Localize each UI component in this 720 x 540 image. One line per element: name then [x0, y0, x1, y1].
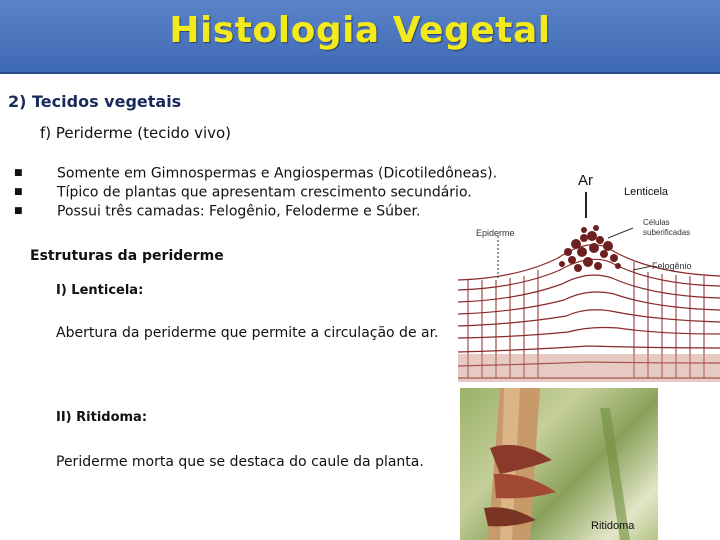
- lenticela-label: Lenticela: [624, 186, 669, 198]
- ar-label: Ar: [578, 172, 593, 189]
- lenticela-heading: I) Lenticela:: [56, 283, 144, 298]
- section-heading: 2) Tecidos vegetais: [8, 92, 182, 111]
- bullet-text: Somente em Gimnospermas e Angiospermas (Dicotiledôneas).: [57, 165, 498, 182]
- felogenio-label: Felogênio: [652, 261, 692, 271]
- ritidoma-photo: [460, 388, 658, 540]
- lenticel-micrograph: [458, 218, 720, 382]
- structures-heading: Estruturas da periderme: [30, 248, 224, 264]
- bullet-square-icon: ■: [14, 187, 23, 197]
- bullet-list: [14, 164, 497, 221]
- bullet-text: Típico de plantas que apresentam crescimento secundário.: [57, 184, 472, 201]
- bullet-square-icon: ■: [14, 168, 23, 178]
- bullet-square-icon: ■: [14, 206, 23, 216]
- bullet-item: [14, 202, 497, 221]
- ritidoma-heading: II) Ritidoma:: [56, 410, 148, 425]
- epiderme-label: Epiderme: [476, 228, 515, 238]
- bullet-item: [14, 183, 497, 202]
- lenticela-description: Abertura da periderme que permite a circulação de ar.: [56, 325, 439, 341]
- bullet-text: Possui três camadas: Felogênio, Feloderme e Súber.: [57, 203, 421, 220]
- subsection-heading: f) Periderme (tecido vivo): [40, 124, 232, 142]
- ritidoma-description: Periderme morta que se destaca do caule da planta.: [56, 454, 424, 470]
- celulas-label: Células: [643, 218, 670, 227]
- suberificadas-label: suberificadas: [643, 228, 691, 237]
- title-banner: [0, 0, 720, 74]
- ritidoma-label: Ritidoma: [591, 520, 635, 532]
- tree-trunk-illustration: [460, 388, 658, 540]
- bullet-item: [14, 164, 497, 183]
- slide-title: Histologia Vegetal: [169, 10, 551, 51]
